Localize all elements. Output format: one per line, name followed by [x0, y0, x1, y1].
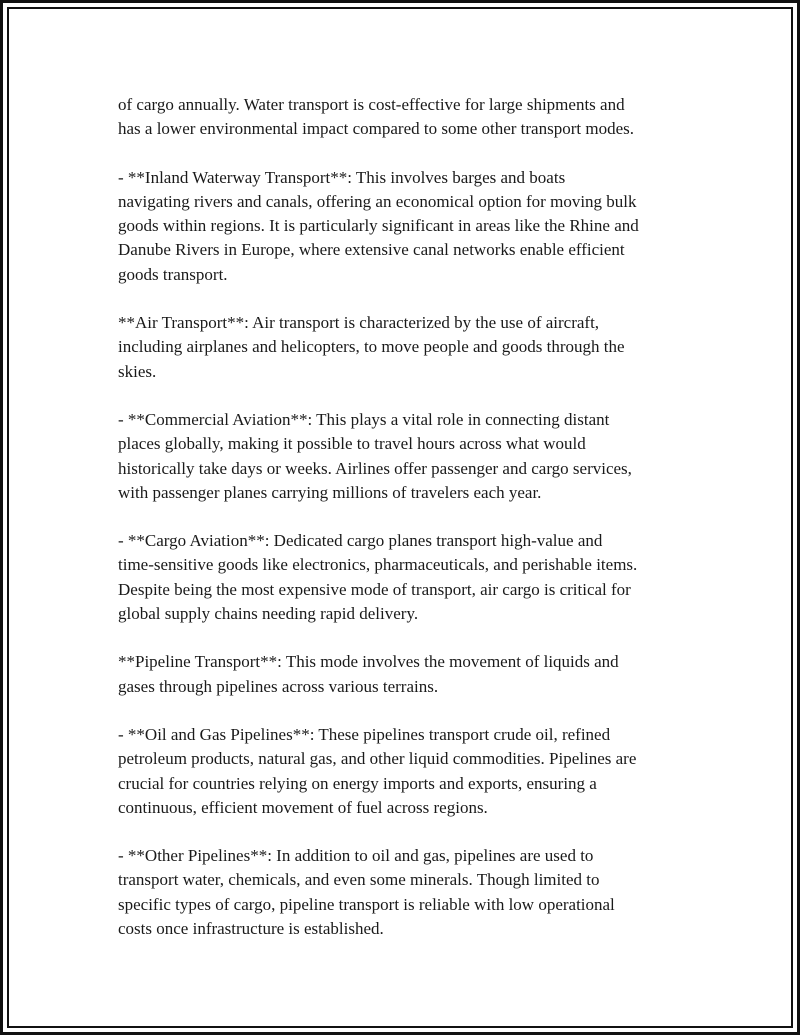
- text-line: petroleum products, natural gas, and other liquid commodities. Pipelines are: [118, 749, 637, 769]
- paragraph: [118, 844, 718, 941]
- text-line: has a lower environmental impact compared to some other transport modes.: [118, 119, 634, 139]
- text-line: - **Commercial Aviation**: This plays a vital role in connecting distant: [118, 409, 610, 429]
- text-line: - **Oil and Gas Pipelines**: These pipelines transport crude oil, refined: [118, 724, 611, 744]
- text-line: places globally, making it possible to travel hours across what would: [118, 434, 586, 454]
- text-line: continuous, efficient movement of fuel across regions.: [118, 797, 488, 817]
- text-line: Danube Rivers in Europe, where extensive canal networks enable efficient: [118, 240, 625, 260]
- text-line: of cargo annually. Water transport is cost-effective for large shipments and: [118, 95, 625, 114]
- text-line: - **Other Pipelines**: In addition to oil and gas, pipelines are used to: [118, 846, 594, 866]
- paragraph: [118, 650, 718, 699]
- text-line: with passenger planes carrying millions of travelers each year.: [118, 482, 542, 502]
- paragraph: [118, 93, 718, 142]
- text-line: transport water, chemicals, and even some minerals. Though limited to: [118, 870, 600, 890]
- text-line: Despite being the most expensive mode of transport, air cargo is critical for: [118, 579, 631, 599]
- text-line: time-sensitive goods like electronics, pharmaceuticals, and perishable items.: [118, 555, 638, 575]
- text-line: navigating rivers and canals, offering an economical option for moving bulk: [118, 191, 637, 211]
- text-line: global supply chains needing rapid delivery.: [118, 604, 419, 624]
- paragraph: [118, 408, 718, 505]
- text-line: **Air Transport**: Air transport is characterized by the use of aircraft,: [118, 313, 600, 333]
- text-line: costs once infrastructure is established.: [118, 919, 384, 939]
- paragraph: [118, 529, 718, 626]
- text-line: - **Cargo Aviation**: Dedicated cargo planes transport high-value and: [118, 531, 603, 551]
- text-line: goods transport.: [118, 264, 228, 284]
- text-line: - **Inland Waterway Transport**: This involves barges and boats: [118, 167, 566, 187]
- text-line: skies.: [118, 361, 157, 381]
- paragraph: [118, 311, 718, 384]
- text-line: goods within regions. It is particularly significant in areas like the Rhine and: [118, 216, 639, 236]
- text-line: gases through pipelines across various terrains.: [118, 676, 439, 696]
- document-body: [118, 93, 718, 965]
- text-line: **Pipeline Transport**: This mode involves the movement of liquids and: [118, 652, 619, 672]
- text-line: historically take days or weeks. Airlines offer passenger and cargo services,: [118, 458, 632, 478]
- paragraph: [118, 723, 718, 820]
- paragraph: [118, 166, 718, 287]
- text-line: including airplanes and helicopters, to move people and goods through the: [118, 337, 625, 357]
- text-line: crucial for countries relying on energy imports and exports, ensuring a: [118, 773, 597, 793]
- text-line: specific types of cargo, pipeline transport is reliable with low operational: [118, 894, 615, 914]
